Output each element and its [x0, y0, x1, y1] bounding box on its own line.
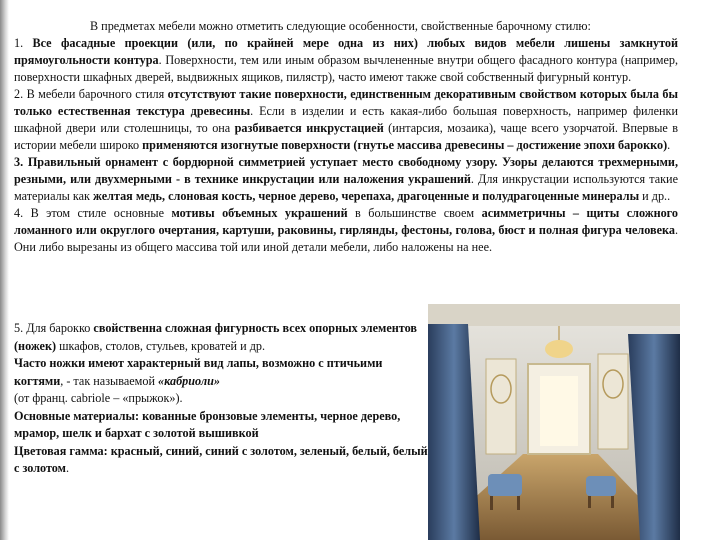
color-palette-line: Цветовая гамма: красный, синий, синий с золотом, зеленый, белый, белый с золотом. — [14, 443, 428, 475]
cabriole-origin: (от франц. cabriole – «прыжок»). — [14, 391, 183, 405]
slide-edge-shadow — [0, 0, 9, 540]
lower-text — [14, 320, 434, 478]
point-3: 3. Правильный орнамент с бордюрной симметрией уступает место свободному узору. Узоры делаются трехмерными, резными, или двухмерными - в технике инкрустации или наложения украшений. Для инкрустации используются такие материалы как желтая медь, слоновая кость, черное дерево, черепаха, драгоценные и полудрагоценные минералы и др.. — [14, 155, 678, 203]
materials-line: Основные материалы: кованные бронзовые элементы, черное дерево, мрамор, шелк и бархат с золотой вышивкой — [14, 408, 401, 440]
intro-line: В предметах мебели можно отметить следующие особенности, свойственные барочному стилю: — [90, 19, 591, 33]
point-4: 4. В этом стиле основные мотивы объемных украшений в большинстве своем асимметричны – щиты сложного ломанного или округлого очертания, картуши, раковины, гирлянды, фестоны, голова, бюст и полная фигура человека. Они либо вырезаны из общего массива той или иной детали мебели, либо наложены на нее. — [14, 206, 679, 254]
slide-text — [14, 18, 678, 256]
cabriole-line: Часто ножки имеют характерный вид лапы, возможно с птичьими когтями, - так называемой «кабриоли» — [14, 356, 383, 388]
point-5: 5. Для барокко свойственна сложная фигурность всех опорных элементов (ножек) шкафов, столов, стульев, кроватей и др. — [14, 321, 417, 353]
baroque-interior-photo — [428, 304, 680, 540]
point-2: 2. В мебели барочного стиля отсутствуют такие поверхности, единственным декоративным свойством которых была бы только естественная текстура древесины. Если в изделии и есть какая-либо большая поверхность, например филенки шкафной двери или столешницы, то она разбивается инкрустацией (интарсия, мозаика), чаще всего узорчатой. Впервые в истории мебели широко применяются изогнутые поверхности (гнутье массива древесины – достижение эпохи барокко). — [14, 87, 679, 152]
point-1: 1. Все фасадные проекции (или, по крайней мере одна из них) любых видов мебели лишены замкнутой прямоугольности контура. Поверхности, тем или иным образом вычлененные внутри общего фасадного контура (например, поверхности шкафных дверей, выдвижных ящиков, пилястр), часто имеют также свой собственный фигурный контур. — [14, 36, 679, 84]
